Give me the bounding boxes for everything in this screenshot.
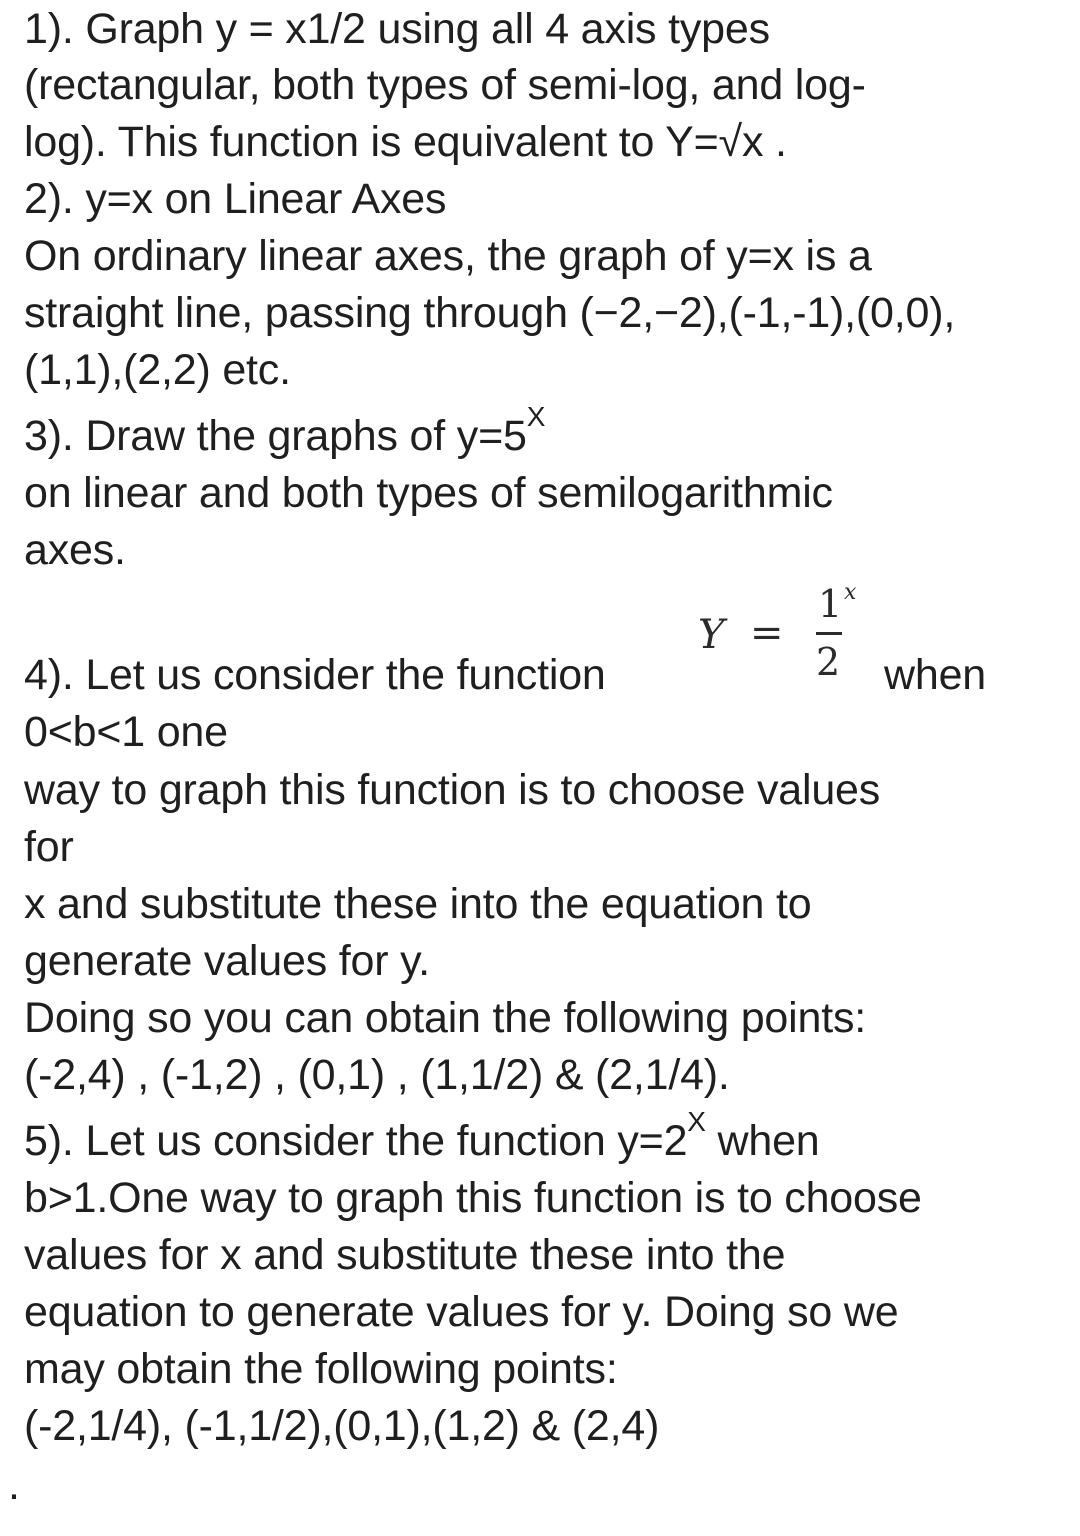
text-line-7: (1,1),(2,2) etc. <box>24 346 291 394</box>
text-line-18: (-2,4) , (-1,2) , (0,1) , (1,1/2) & (2,1/4). <box>24 1051 730 1099</box>
text-line-4: 2). y=x on Linear Axes <box>24 175 447 223</box>
text-line-22: equation to generate values for y. Doing so we <box>24 1288 899 1336</box>
text-line-21: values for x and substitute these into the <box>24 1231 786 1279</box>
text-line-24: (-2,1/4), (-1,1/2),(0,1),(1,2) & (2,4) <box>24 1402 660 1450</box>
trailing-period: . <box>8 1461 20 1509</box>
text-line-11-tail: when <box>884 651 986 699</box>
text-line-3: log). This function is equivalent to Y=√x . <box>24 118 787 166</box>
text-line-20: b>1.One way to graph this function is to choose <box>24 1174 922 1222</box>
text-line-23: may obtain the following points: <box>24 1345 618 1393</box>
formula-denominator: 2 <box>816 640 841 684</box>
text-line-19 <box>24 1106 820 1170</box>
text-line-12: 0<b<1 one <box>24 708 228 756</box>
formula-numerator: 1 <box>818 582 843 626</box>
text-line-9: on linear and both types of semilogarithmic <box>24 469 833 517</box>
text-line-16: generate values for y. <box>24 937 430 985</box>
formula-y-equals-half-power-x <box>698 580 868 702</box>
text-line-5: On ordinary linear axes, the graph of y=x is a <box>24 232 872 280</box>
exponent-x: X <box>687 1106 706 1137</box>
text-line-19-main: 5). Let us consider the function y=2 <box>24 1117 688 1165</box>
text-line-15: x and substitute these into the equation to <box>24 880 812 928</box>
text-line-6: straight line, passing through (−2,−2),(-1,-1),(0,0), <box>24 289 956 337</box>
text-line-13: way to graph this function is to choose values <box>24 766 881 814</box>
text-line-10: axes. <box>24 526 126 574</box>
text-line-1: 1). Graph y = x1/2 using all 4 axis types <box>24 5 770 53</box>
text-line-8 <box>24 401 546 465</box>
text-line-17: Doing so you can obtain the following points: <box>24 994 866 1042</box>
text-line-8-main: 3). Draw the graphs of y=5 <box>24 412 527 460</box>
text-line-14: for <box>24 823 74 871</box>
exponent-x: X <box>526 401 546 432</box>
formula-lhs: Y <box>698 612 725 658</box>
text-line-19-tail: when <box>705 1117 820 1165</box>
fraction-bar <box>816 632 842 635</box>
text-line-11: 4). Let us consider the function <box>24 651 606 699</box>
formula-exponent: x <box>844 580 857 605</box>
formula-equals-sign: = <box>750 610 784 656</box>
text-line-2: (rectangular, both types of semi-log, and log- <box>24 61 866 109</box>
